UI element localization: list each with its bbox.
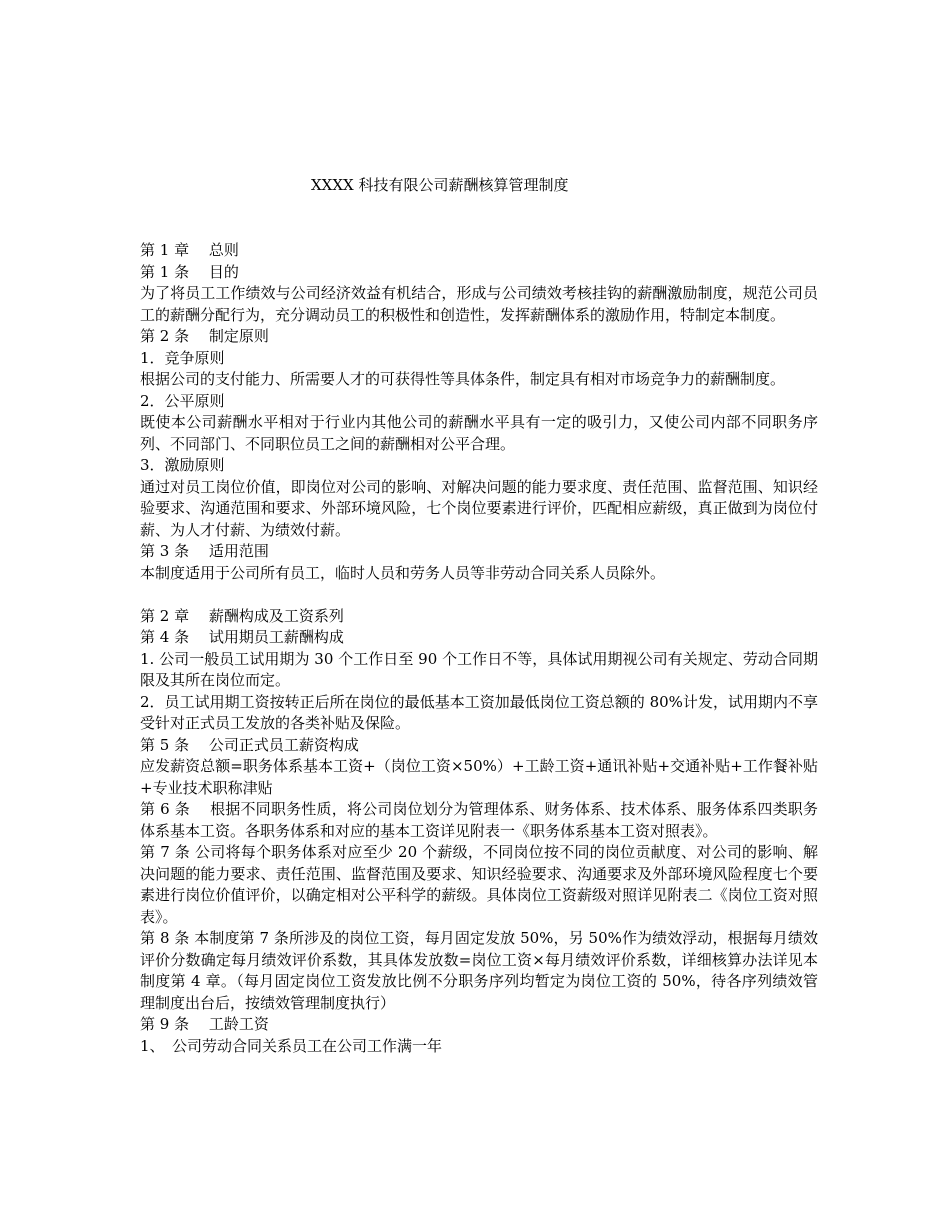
paragraph: 2．公平原则 bbox=[140, 391, 225, 410]
article-heading: 第 5 条 公司正式员工薪资构成 bbox=[140, 735, 359, 754]
paragraph: 1. 公司一般员工试用期为 30 个工作日至 90 个工作日不等，具体试用期视公司有关规定、劳动合同期限及其所在岗位而定。 bbox=[140, 649, 818, 689]
paragraph: 应发薪资总额=职务体系基本工资+（岗位工资×50%）+工龄工资+通讯补贴+交通补贴+工作餐补贴+专业技术职称津贴 bbox=[140, 757, 818, 797]
paragraph: 第 7 条 公司将每个职务体系对应至少 20 个薪级，不同岗位按不同的岗位贡献度、对公司的影响、解决问题的能力要求、责任范围、监督范围及要求、知识经验要求、沟通要求及外部环境风险程度七个要素进行岗位价值评价，以确定相对公平科学的薪级。具体岗位工资薪级对照详见附表二《岗位工资对照表》。 bbox=[140, 843, 818, 926]
paragraph: 2．员工试用期工资按转正后所在岗位的最低基本工资加最低岗位工资总额的 80%计发，试用期内不享受针对正式员工发放的各类补贴及保险。 bbox=[140, 692, 818, 732]
article-heading: 第 2 条 制定原则 bbox=[140, 327, 269, 345]
paragraph: 为了将员工工作绩效与公司经济效益有机结合，形成与公司绩效考核挂钩的薪酬激励制度，规范公司员工的薪酬分配行为，充分调动员工的积极性和创造性，发挥薪酬体系的激励作用，特制定本制度。 bbox=[140, 284, 818, 324]
article-heading: 第 4 条 试用期员工薪酬构成 bbox=[140, 628, 344, 646]
article-heading: 第 1 条 目的 bbox=[140, 262, 239, 281]
chapter-spacer bbox=[140, 584, 818, 606]
paragraph: 既使本公司薪酬水平相对于行业内其他公司的薪酬水平具有一定的吸引力，又使公司内部不同职务序列、不同部门、不同职位员工之间的薪酬相对公平合理。 bbox=[140, 413, 818, 453]
article-heading: 1、 公司劳动合同关系员工在公司工作满一年 bbox=[140, 1036, 443, 1055]
paragraph: 本制度适用于公司所有员工，临时人员和劳务人员等非劳动合同关系人员除外。 bbox=[140, 563, 666, 582]
article-heading: 第 3 条 适用范围 bbox=[140, 542, 269, 560]
paragraph: 第 6 条 根据不同职务性质，将公司岗位划分为管理体系、财务体系、技术体系、服务体系四类职务体系基本工资。各职务体系和对应的基本工资详见附表一《职务体系基本工资对照表》。 bbox=[140, 800, 818, 840]
chapter-heading: 第 1 章 总则 bbox=[140, 241, 239, 259]
document-body bbox=[140, 240, 818, 1057]
paragraph: 第 8 条 本制度第 7 条所涉及的岗位工资，每月固定发放 50%，另 50%作为绩效浮动，根据每月绩效评价分数确定每月绩效评价系数，其具体发放数=岗位工资×每月绩效评价系数，详细核算办法详见本制度第 4 章。（每月固定岗位工资发放比例不分职务序列均暂定为岗位工资的 50%，待各序列绩效管理制度出台后，按绩效管理制度执行） bbox=[140, 929, 818, 1012]
chapter-heading: 第 2 章 薪酬构成及工资系列 bbox=[140, 606, 344, 625]
paragraph: 3．激励原则 bbox=[140, 456, 225, 474]
paragraph: 根据公司的支付能力、所需要人才的可获得性等具体条件，制定具有相对市场竞争力的薪酬制度。 bbox=[140, 370, 786, 388]
paragraph: 1．竞争原则 bbox=[140, 348, 225, 367]
document-title: XXXX 科技有限公司薪酬核算管理制度 bbox=[311, 176, 569, 194]
article-heading: 第 9 条 工龄工资 bbox=[140, 1015, 269, 1033]
paragraph: 通过对员工岗位价值，即岗位对公司的影响、对解决问题的能力要求度、责任范围、监督范围、知识经验要求、沟通范围和要求、外部环境风险，七个岗位要素进行评价，匹配相应薪级，真正做到为岗位付薪、为人才付薪、为绩效付薪。 bbox=[140, 477, 818, 539]
